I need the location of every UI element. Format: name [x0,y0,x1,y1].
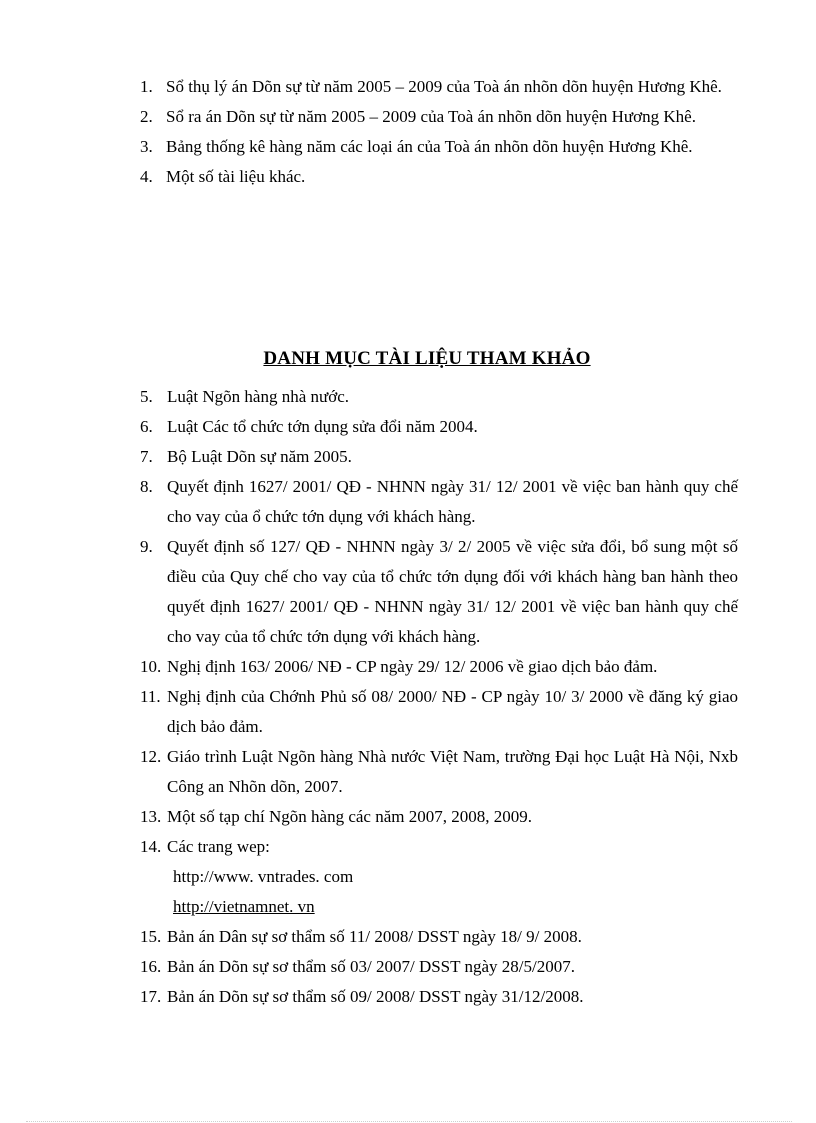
reference-list [140,382,738,1012]
item-number: 12. [140,747,162,766]
list-item [140,472,738,532]
item-number: 4. [140,167,153,186]
item-text: Các trang wep: [167,837,270,856]
list-item [140,682,738,742]
list-item [140,652,738,682]
item-number: 1. [140,77,153,96]
item-number: 2. [140,107,153,126]
item-number: 15. [140,927,162,946]
item-number: 5. [140,387,153,406]
item-text: Một số tài liệu khác. [166,167,306,186]
list-item [140,102,738,132]
item-text: Luật Các tổ chức tớn dụng sửa đổi năm 2004. [167,417,478,436]
page-divider [26,1121,792,1122]
item-number: 3. [140,137,153,156]
item-text: Quyết định 1627/ 2001/ QĐ - NHNN ngày 31/ 12/ 2001 về việc ban hành quy chế cho vay của ổ chức tớn dụng với khách hàng. [167,477,738,526]
list-item [140,982,738,1012]
website-link[interactable]: http://vietnamnet. vn [173,897,315,916]
item-text: Nghị định của Chớnh Phủ số 08/ 2000/ NĐ - CP ngày 10/ 3/ 2000 về đăng ký giao dịch bảo đảm. [167,687,738,736]
list-item [140,802,738,832]
list-item [140,442,738,472]
list-item [140,832,738,922]
item-number: 16. [140,957,162,976]
item-text: Quyết định số 127/ QĐ - NHNN ngày 3/ 2/ 2005 về việc sửa đổi, bổ sung một số điều của Quy chế cho vay của tổ chức tớn dụng đối với khách hàng ban hành theo quyết định 1627/ 2001/ QĐ - NHNN ngày 31/ 12/ 2001 về việc ban hành quy chế cho vay của tổ chức tớn dụng với khách hàng. [167,537,738,646]
item-number: 14. [140,837,162,856]
list-item [140,162,738,192]
item-text: Nghị định 163/ 2006/ NĐ - CP ngày 29/ 12/ 2006 về giao dịch bảo đảm. [167,657,658,676]
item-text: Luật Ngõn hàng nhà nước. [167,387,350,406]
list-item [140,412,738,442]
item-text: Bản án Dân sự sơ thẩm số 11/ 2008/ DSST ngày 18/ 9/ 2008. [167,927,582,946]
item-number: 10. [140,657,162,676]
item-number: 7. [140,447,153,466]
website-link[interactable]: http://www. vntrades. com [173,867,354,886]
item-text: Sổ ra án Dõn sự từ năm 2005 – 2009 của Toà án nhõn dõn huyện Hương Khê. [166,107,696,126]
item-number: 11. [140,687,161,706]
item-text: Bộ Luật Dõn sự năm 2005. [167,447,352,466]
list-item [140,952,738,982]
item-text: Một số tạp chí Ngõn hàng các năm 2007, 2008, 2009. [167,807,532,826]
source-list [140,72,738,192]
item-number: 17. [140,987,162,1006]
item-number: 8. [140,477,153,496]
list-item [140,742,738,802]
item-number: 13. [140,807,162,826]
list-item [140,132,738,162]
list-item [140,72,738,102]
item-text: Bảng thống kê hàng năm các loại án của Toà án nhõn dõn huyện Hương Khê. [166,137,693,156]
item-text: Giáo trình Luật Ngõn hàng Nhà nước Việt Nam, trường Đại học Luật Hà Nội, Nxb Công an Nhõn dõn, 2007. [167,747,738,796]
item-text: Bản án Dõn sự sơ thẩm số 09/ 2008/ DSST ngày 31/12/2008. [167,987,584,1006]
item-number: 9. [140,537,153,556]
references-heading: DANH MỤC TÀI LIỆU THAM KHẢO [263,348,591,369]
list-item [140,382,738,412]
item-text: Bản án Dõn sự sơ thẩm số 03/ 2007/ DSST ngày 28/5/2007. [167,957,575,976]
list-item [140,922,738,952]
list-item [140,532,738,652]
item-text: Sổ thụ lý án Dõn sự từ năm 2005 – 2009 của Toà án nhõn dõn huyện Hương Khê. [166,77,722,96]
item-number: 6. [140,417,153,436]
